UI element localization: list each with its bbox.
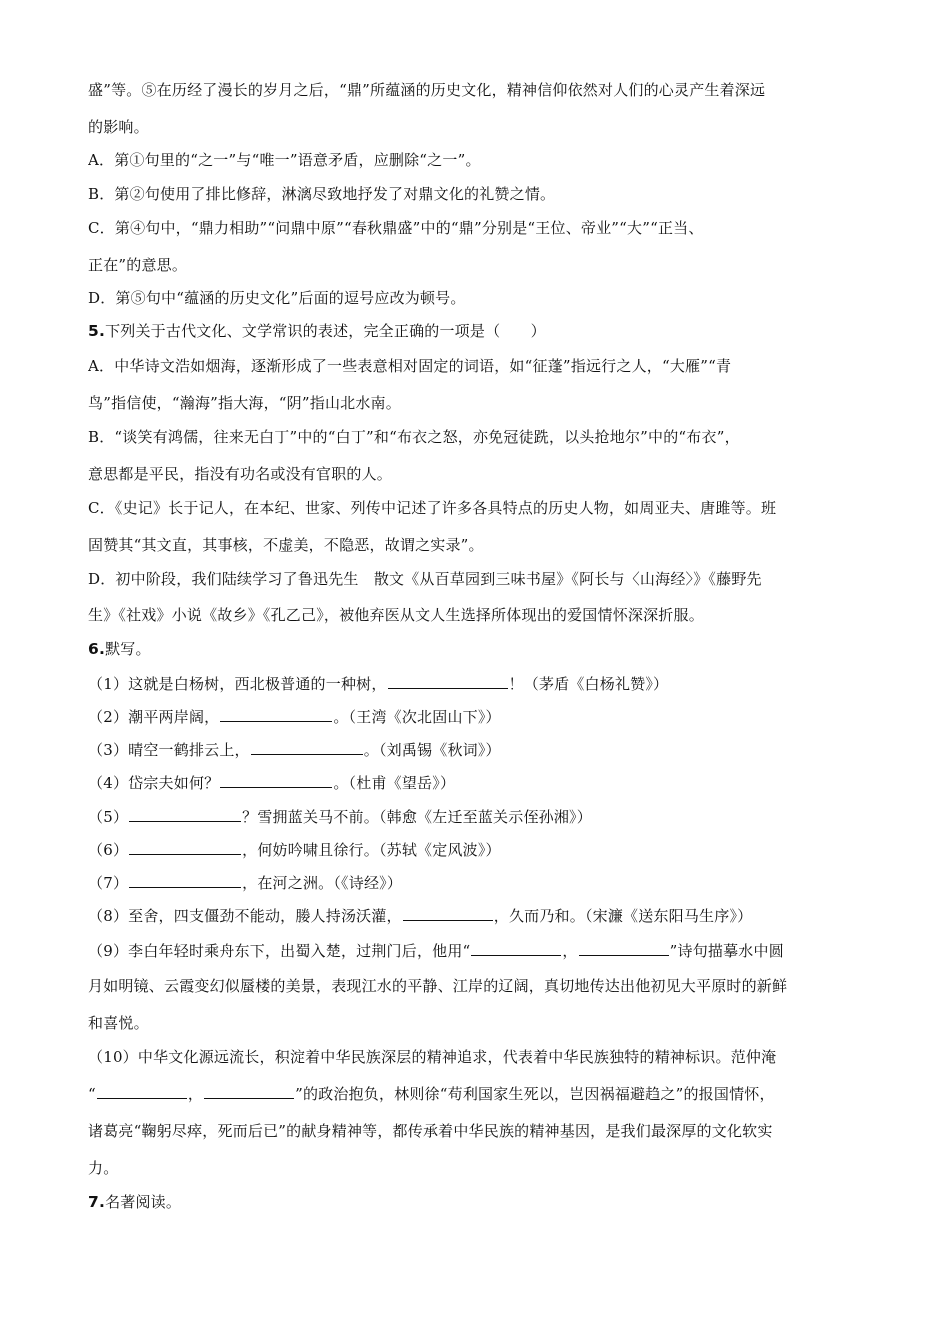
q4-passage-line: 的影响。 [88,118,149,136]
q4-option-b: B．第②句使用了排比修辞，淋漓尽致地抒发了对鼎文化的礼赞之情。 [88,185,556,203]
q6-item-7: （7） ，在河之洲。（《诗经》） [88,874,403,892]
question-number: 5. [88,322,106,340]
question-6-stem: 6.默写。 [88,640,151,658]
q4-option-c: C．第④句中，“鼎力相助”“问鼎中原”“春秋鼎盛”中的“鼎”分别是“王位、帝业”“大”“正当、 [88,219,704,237]
question-5-stem: 5.下列关于古代文化、文学常识的表述，完全正确的一项是（ ） [88,322,546,340]
q5-option-b-cont: 意思都是平民，指没有功名或没有官职的人。 [88,465,393,483]
q6-item-3: （3）晴空一鹤排云上， 。（刘禹锡《秋词》） [88,741,501,759]
q6-item-2: （2）潮平两岸阔， 。（王湾《次北固山下》） [88,708,501,726]
question-7-stem: 7.名著阅读。 [88,1193,182,1211]
q6-item-4: （4）岱宗夫如何？ 。（杜甫《望岳》） [88,774,456,792]
q5-option-c: C．《史记》长于记人，在本纪、世家、列传中记述了许多各具特点的历史人物，如周亚夫、唐雎等。班 [88,499,777,517]
answer-blank[interactable] [251,739,363,755]
answer-blank[interactable] [129,839,241,855]
q6-item-6: （6） ，何妨吟啸且徐行。（苏轼《定风波》） [88,841,501,859]
q6-item-10-cont: “ ， ”的政治抱负，林则徐“苟利国家生死以，岂因祸福避趋之”的报国情怀， [88,1085,775,1103]
q4-option-d: D．第⑤句中“蕴涵的历史文化”后面的逗号应改为顿号。 [88,289,466,307]
q6-item-1: （1）这就是白杨树，西北极普通的一种树， ！（茅盾《白杨礼赞》） [88,675,669,693]
q6-item-9-cont: 和喜悦。 [88,1014,149,1032]
answer-blank[interactable] [204,1083,294,1099]
question-number: 6. [88,640,106,658]
q5-option-d-cont: 生》《社戏》小说《故乡》《孔乙己》，被他弃医从文人生选择所体现出的爱国情怀深深折服。 [88,606,704,624]
q6-item-8: （8）至舍，四支僵劲不能动，媵人持汤沃灌， ，久而乃和。（宋濂《送东阳马生序》） [88,907,753,925]
answer-blank[interactable] [220,706,332,722]
answer-blank[interactable] [388,673,508,689]
answer-blank[interactable] [579,940,669,956]
q4-option-a: A．第①句里的“之一”与“唯一”语意矛盾，应删除“之一”。 [88,151,481,169]
q6-item-9-cont: 月如明镜、云霞变幻似蜃楼的美景，表现江水的平静、江岸的辽阔，真切地传达出他初见大平原时的新鲜 [88,977,788,995]
q5-option-a: A．中华诗文浩如烟海，逐渐形成了一些表意相对固定的词语，如“征蓬”指远行之人，“大雁”“青 [88,357,732,375]
q5-option-d: D．初中阶段，我们陆续学习了鲁迅先生 散文《从百草园到三味书屋》《阿长与〈山海经〉》《藤野先 [88,570,762,588]
answer-blank[interactable] [471,940,561,956]
q6-item-10-cont: 诸葛亮“鞠躬尽瘁，死而后已”的献身精神等，都传承着中华民族的精神基因，是我们最深厚的文化软实 [88,1122,773,1140]
q6-item-5: （5） ？雪拥蓝关马不前。（韩愈《左迁至蓝关示侄孙湘》） [88,808,592,826]
answer-blank[interactable] [97,1083,187,1099]
answer-blank[interactable] [220,772,332,788]
answer-blank[interactable] [129,872,241,888]
q6-item-10: （10）中华文化源远流长，积淀着中华民族深层的精神追求，代表着中华民族独特的精神标识。范仲淹 [88,1048,777,1066]
q4-passage-line: 盛”等。⑤在历经了漫长的岁月之后，“鼎”所蕴涵的历史文化，精神信仰依然对人们的心灵产生着深远 [88,81,766,99]
q5-option-b: B．“谈笑有鸿儒，往来无白丁”中的“白丁”和“布衣之怒，亦免冠徒跣，以头抢地尔”中的“布衣”， [88,428,740,446]
answer-blank[interactable] [403,905,493,921]
q6-item-9: （9）李白年轻时乘舟东下，出蜀入楚，过荆门后，他用“ ， ”诗句描摹水中圆 [88,942,784,960]
q5-option-c-cont: 固赞其“其文直，其事核，不虚美，不隐恶，故谓之实录”。 [88,536,484,554]
q4-option-c-cont: 正在”的意思。 [88,256,188,274]
q5-option-a-cont: 鸟”指信使，“瀚海”指大海，“阴”指山北水南。 [88,394,401,412]
answer-blank[interactable] [129,806,241,822]
q6-item-10-cont: 力。 [88,1159,119,1177]
question-number: 7. [88,1193,106,1211]
